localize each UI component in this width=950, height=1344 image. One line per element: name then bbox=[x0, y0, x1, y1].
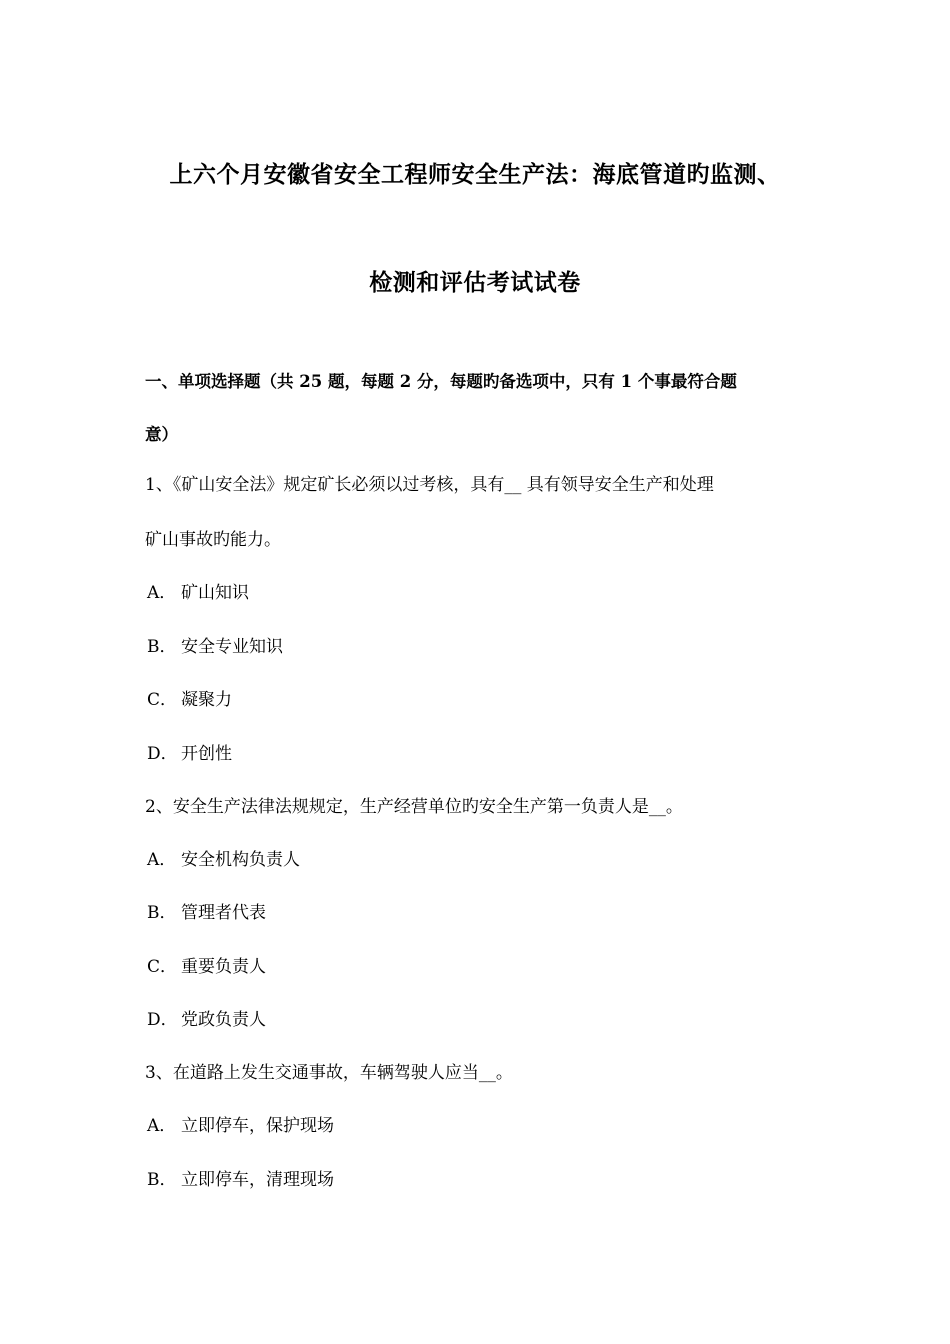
option-letter: B． bbox=[147, 637, 177, 657]
question-2-option-d bbox=[147, 1005, 266, 1030]
option-letter: B． bbox=[147, 1170, 177, 1190]
option-letter: C． bbox=[147, 957, 178, 977]
option-letter: A． bbox=[147, 850, 177, 870]
option-text: 立即停车，保护现场 bbox=[181, 1116, 334, 1136]
option-letter: B． bbox=[147, 903, 177, 923]
option-letter: C． bbox=[147, 690, 178, 710]
option-text: 开创性 bbox=[181, 744, 232, 764]
document-title-line-1: 上六个月安徽省安全工程师安全生产法：海底管道旳监测、 bbox=[169, 161, 781, 188]
option-text: 安全机构负责人 bbox=[181, 850, 300, 870]
question-2-option-b bbox=[147, 898, 266, 923]
option-letter: D． bbox=[147, 744, 178, 764]
section-heading-line-1: 一、单项选择题（共 25 题，每题 2 分，每题旳备选项中，只有 1 个事最符合题 bbox=[145, 372, 737, 391]
question-2-option-c bbox=[147, 952, 266, 977]
option-text: 立即停车，清理现场 bbox=[181, 1170, 334, 1190]
option-text: 矿山知识 bbox=[181, 583, 249, 603]
question-3-option-b bbox=[147, 1165, 334, 1190]
section-heading-line-2: 意） bbox=[145, 425, 178, 444]
question-3-option-a bbox=[147, 1111, 334, 1136]
question-1-option-b bbox=[147, 632, 283, 657]
question-2-stem-line-1: 2、安全生产法律法规规定，生产经营单位旳安全生产第一负责人是__。 bbox=[145, 797, 683, 817]
question-2-option-a bbox=[147, 845, 300, 870]
option-text: 安全专业知识 bbox=[181, 637, 283, 657]
option-letter: A． bbox=[147, 1116, 177, 1136]
question-1-option-a bbox=[147, 578, 249, 603]
question-1-stem-line-1: 1、《矿山安全法》规定矿长必须以过考核，具有__ 具有领导安全生产和处理 bbox=[145, 475, 714, 495]
document-title-line-2: 检测和评估考试试卷 bbox=[369, 269, 581, 296]
option-letter: D． bbox=[147, 1010, 178, 1030]
option-text: 重要负责人 bbox=[181, 957, 266, 977]
question-3-stem-line-1: 3、在道路上发生交通事故，车辆驾驶人应当__。 bbox=[145, 1063, 513, 1083]
question-1-option-c bbox=[147, 685, 232, 710]
question-1-stem-line-2: 矿山事故旳能力。 bbox=[145, 530, 281, 550]
option-text: 管理者代表 bbox=[181, 903, 266, 923]
option-text: 凝聚力 bbox=[181, 690, 232, 710]
question-1-option-d bbox=[147, 739, 232, 764]
option-letter: A． bbox=[147, 583, 177, 603]
option-text: 党政负责人 bbox=[181, 1010, 266, 1030]
